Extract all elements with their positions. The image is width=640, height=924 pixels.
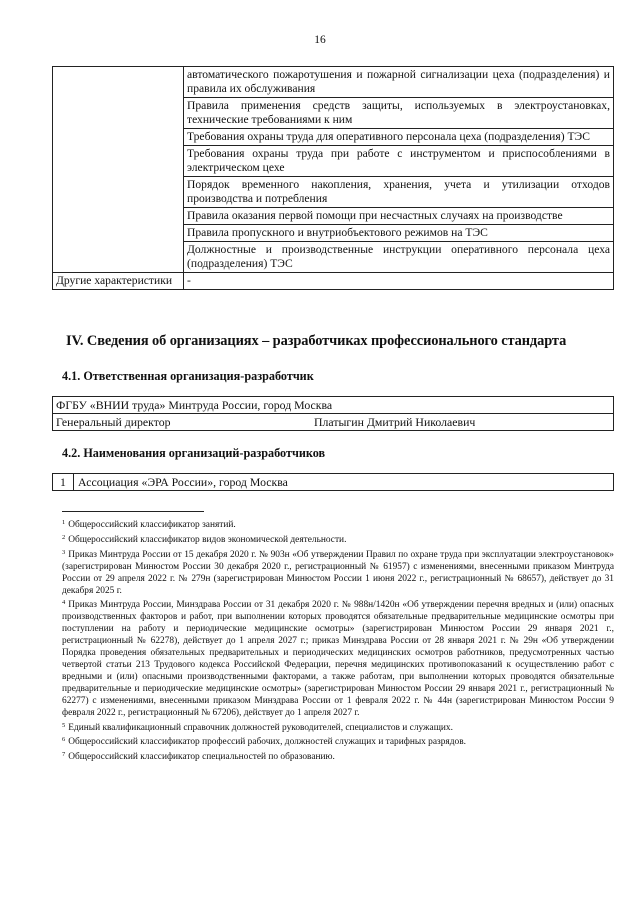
subsection-4-2-title: 4.2. Наименования организаций-разработчиков [62,446,326,460]
footnote [62,517,614,532]
director-role: Генеральный директор [53,414,312,431]
requirements-value: Требования охраны труда при работе с инструментом и приспособлениями в электрическом цехе [184,146,614,177]
footnote-text: Общероссийский классификатор профессий рабочих, должностей служащих и тарифных разрядов. [68,737,466,748]
page-number: 16 [314,34,326,46]
footnote-mark: 6 [62,736,66,744]
requirements-value: Правила оказания первой помощи при несчастных случаях на производстве [184,208,614,225]
footnote [62,547,614,598]
director-row [53,414,614,431]
footnote-mark: 7 [62,751,66,759]
responsible-organization-table [52,396,614,431]
footnote [62,720,614,735]
requirements-row [53,273,614,290]
director-name: Платыгин Дмитрий Николаевич [311,414,614,431]
footnote-text: Приказ Минтруда России от 15 декабря 2020 г. № 903н «Об утверждении Правил по охране труда при эксплуатации электроустановок» (зарегистрирован Минюстом России 30 декабря 2020 г., регистрационный № 61957) с изменениями, внесенными приказом Минтруда России от 29 апреля 2022 г. № 279н (зарегистрирован Минюстом России 1 июня 2022 г., регистрационный № 68657), действует до 31 декабря 2025 г. [62,549,614,596]
footnote [62,749,614,764]
organization-name: ФГБУ «ВНИИ труда» Минтруда России, город Москва [53,397,614,414]
footnote [62,597,614,719]
requirements-table [52,66,614,290]
requirements-value: Должностные и производственные инструкции оперативного персонала цеха (подразделения) ТЭС [184,242,614,273]
footnote-text: Приказ Минтруда России, Минздрава России от 31 декабря 2020 г. № 988н/1420н «Об утверждении перечня вредных и (или) опасных производственных факторов и работ, при выполнении которых проводятся обязательные предварительные медицинские осмотры при поступлении на работу и периодические медицинские осмотры» (зарегистрирован Минюстом России 29 января 2021 г., регистрационный № 62278), действует до 1 апреля 2027 г.; приказ Минздрава России от 28 января 2021 г. № 29н «Об утверждении Порядка проведения обязательных предварительных и периодических медицинских осмотров работников, предусмотренных частью четвертой статьи 213 Трудового кодекса Российской Федерации, перечня медицинских противопоказаний к осуществлению работ с вредными и (или) опасными производственными факторами, а также работам, при выполнении которых проводятся обязательные предварительные и периодические медицинские осмотры» (зарегистрирован Минюстом России 29 января 2021 г., регистрационный № 62277) с изменениями, внесенными приказом Минздрава России от 1 февраля 2022 г. № 44н (зарегистрирован Минюстом России 9 февраля 2022 г., регистрационный № 67206), действует до 1 апреля 2027 г. [62,600,614,718]
footnote-mark: 4 [62,599,66,607]
section-title: IV. Сведения об организациях – разработчиках профессионального стандарта [66,333,567,349]
subsection-4-1-title: 4.1. Ответственная организация-разработчик [62,369,314,383]
organization-row [53,397,614,414]
requirements-value: Порядок временного накопления, хранения, учета и утилизации отходов производства и потребления [184,177,614,208]
developers-table [52,473,614,491]
footnote [62,532,614,547]
footnote-mark: 3 [62,548,66,556]
requirements-value: - [184,273,614,290]
footnote-text: Общероссийский классификатор занятий. [68,520,236,530]
footnote-text: Общероссийский классификатор видов экономической деятельности. [68,534,347,545]
footnote-mark: 2 [62,533,66,541]
requirements-value: автоматического пожаротушения и пожарной сигнализации цеха (подразделения) и правила их обслуживания [184,67,614,98]
developer-row [53,474,614,491]
requirements-row [53,67,614,98]
footnotes [62,517,614,764]
requirements-label [53,67,184,273]
footnote-mark: 5 [62,721,66,729]
footnote [62,734,614,749]
footnote-text: Общероссийский классификатор специальностей по образованию. [68,752,335,763]
footnote-mark: 1 [62,519,66,526]
developer-number: 1 [53,474,74,491]
requirements-label: Другие характеристики [53,273,184,290]
developer-name: Ассоциация «ЭРА России», город Москва [74,474,614,491]
requirements-value: Требования охраны труда для оперативного персонала цеха (подразделения) ТЭС [184,129,614,146]
footnote-separator [62,511,204,512]
footnote-text: Единый квалификационный справочник должностей руководителей, специалистов и служащих. [68,722,453,733]
requirements-value: Правила пропускного и внутриобъектового режимов на ТЭС [184,225,614,242]
requirements-value: Правила применения средств защиты, используемых в электроустановках, технические требованиями к ним [184,98,614,129]
